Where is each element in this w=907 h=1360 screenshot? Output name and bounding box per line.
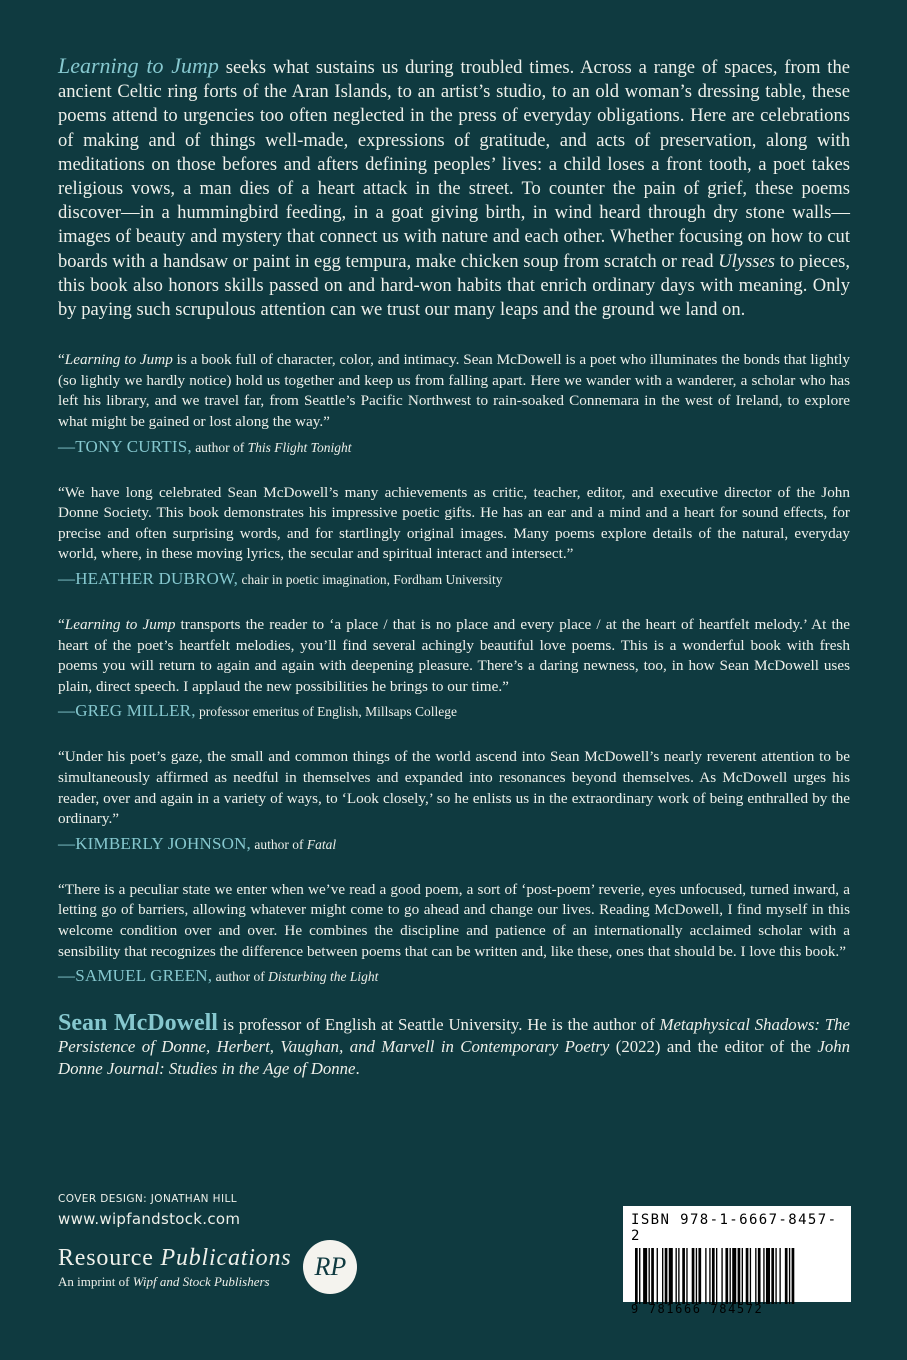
endorsement-attribution: —SAMUEL GREEN, author of Disturbing the Light (58, 966, 379, 986)
endorsement-quote: “Learning to Jump is a book full of character, color, and intimacy. Sean McDowell is a poet who illuminates the bonds that lightly (so lightly we hardly notice) hold us together and keep us from falling apart. Here we wander with a wanderer, a scholar who has left his library, and we travel far, from Seattle’s Pacific Northwest to rain-soaked Connemara in the west of Ireland, to explore what might be gained or lost along the way.” (58, 351, 851, 431)
back-cover-content (58, 54, 850, 1080)
barcode-bar (785, 1248, 788, 1304)
barcode-bars (631, 1248, 843, 1304)
barcode-bar (676, 1248, 677, 1304)
barcode-bar (709, 1248, 710, 1304)
barcode-bar (662, 1248, 663, 1304)
barcode-bar (651, 1248, 654, 1304)
barcode-bar (792, 1248, 795, 1304)
endorsement-quote: “Under his poet’s gaze, the small and common things of the world ascend into Sean McDowell’s nearly reverent attention to be simultaneously affirmed as needful in themselves and expanded into resonances beyond themselves. As McDowell urges his reader, over and again in a variety of ways, to ‘Look closely,’ so he enlists us in the extraordinary work of being enthralled by the ordinary.” (58, 748, 850, 828)
imprint-line: An imprint of Wipf and Stock Publishers (58, 1273, 270, 1289)
barcode-bar (730, 1248, 731, 1304)
barcode-bar (738, 1248, 741, 1304)
barcode-bar (712, 1248, 715, 1304)
barcode-bar (755, 1248, 756, 1304)
publisher-logo-icon: RP (303, 1240, 357, 1294)
barcode-bar (789, 1248, 790, 1304)
barcode-bar (779, 1248, 780, 1304)
publisher-name: Resource Publications (58, 1244, 292, 1271)
endorsement-quote: “There is a peculiar state we enter when we’ve read a good poem, a sort of ‘post-poem’ reverie, eyes unfocused, turned inward, a letting go of barriers, allowing whatever might come to go ahead and change our lives. Reading McDowell, I find myself in this welcome condition over and over. He combines the discipline and patience of an internationally acclaimed scholar with a sensibility that recognizes the difference between poems that can be written and, like these, ones that should be. I love this book.” (58, 880, 850, 960)
barcode-bar (698, 1248, 701, 1304)
isbn-label: ISBN 978-1-6667-8457-2 (631, 1212, 838, 1244)
barcode-bar (763, 1248, 764, 1304)
barcode-bar (635, 1248, 638, 1304)
barcode-bar (665, 1248, 668, 1304)
barcode-bar (657, 1248, 658, 1304)
endorsement-quote: “We have long celebrated Sean McDowell’s many achievements as critic, teacher, editor, and executive director of the John Donne Society. This book demonstrates his impressive poetic gifts. He has an ear and a mind and a heart for sound effects, for precise and often surprising words, and for startlingly original images. Many poems explore details of the natural, everyday world, where, in these moving lyrics, the secular and spiritual interact and intersect.” (58, 483, 850, 563)
barcode-bar (758, 1248, 761, 1304)
barcode-bar (721, 1248, 722, 1304)
barcode-bar (682, 1248, 685, 1304)
publisher-footer (58, 1193, 357, 1294)
publisher-imprint (58, 1240, 357, 1294)
endorsement-quote: “Learning to Jump transports the reader to ‘a place / that is no place and every place / at the heart of heartfelt melody.’ At the heart of the poet’s heartfelt melodies, you’ll find several achingly beautiful love poems. This is a wonderful book with fresh poems you will return to again and again with deepening pleasure. There’s a daring newness, too, in how Sean McDowell uses plain, direct speech. I applaud the new possibilities he brings to our time.” (58, 615, 850, 695)
endorsement-attribution: —TONY CURTIS, author of This Flight Tonight (58, 436, 352, 456)
barcode-bar (649, 1248, 650, 1304)
cover-design-credit: COVER DESIGN: JONATHAN HILL (58, 1193, 237, 1205)
barcode-bar (750, 1248, 751, 1304)
author-bio: Sean McDowell is professor of English at Seattle University. He is the author of Metaphysical Shadows: The Persistence of Donne, Herbert, Vaughan, and Marvell in Contemporary Poetry (2022) and the editor of the John Donne Journal: Studies in the Age of Donne. (58, 1010, 851, 1079)
barcode-digits: 9 781666 784572 (631, 1302, 764, 1316)
endorsement-attribution: —KIMBERLY JOHNSON, author of Fatal (58, 833, 337, 853)
barcode-bar (686, 1248, 687, 1304)
isbn-barcode (623, 1206, 851, 1316)
barcode-bar (678, 1248, 679, 1304)
barcode-bar (775, 1248, 776, 1304)
barcode-bar (696, 1248, 697, 1304)
barcode-bar (742, 1248, 743, 1304)
barcode-bar (669, 1248, 673, 1304)
barcode-bar (716, 1248, 717, 1304)
barcode-bar (643, 1248, 647, 1304)
barcode-bar (725, 1248, 728, 1304)
book-description: Learning to Jump seeks what sustains us during troubled times. Across a range of spaces, from the ancient Celtic ring forts of the Aran Islands, to an artist’s studio, to an old woman’s dressing table, these poems attend to urgencies too often neglected in the press of everyday obligations. Here are celebrations of making and of things well-made, expressions of gratitude, and acts of preservation, along with meditations on those befores and afters defining peoples’ lives: a child loses a front tooth, a poet takes religious vows, a man dies of a heart attack in the street. To counter the pain of grief, these poems discover—in a hummingbird feeding, in a goat giving birth, in wind heard through dry stone walls—images of beauty and mystery that connect us with nature and each other. Whether focusing on how to cut boards with a handsaw or paint in egg tempura, make chicken soup from scratch or read Ulysses to pieces, this book also honors skills passed on and hard-won habits that enrich ordinary days with meaning. Only by paying such scrupulous attention can we trust our many leaps and the ground we land on. (58, 53, 851, 321)
book-title: Learning to Jump (58, 53, 219, 78)
barcode-bar (746, 1248, 749, 1304)
barcode-bar (692, 1248, 695, 1304)
publisher-website: www.wipfandstock.com (58, 1210, 241, 1228)
barcode-bar (771, 1248, 774, 1304)
endorsement-attribution: —HEATHER DUBROW, chair in poetic imagination, Fordham University (58, 568, 503, 588)
endorsement-attribution: —GREG MILLER, professor emeritus of English, Millsaps College (58, 701, 457, 721)
barcode-bar (639, 1248, 640, 1304)
barcode-bar (732, 1248, 736, 1304)
barcode-bar (766, 1248, 770, 1304)
barcode-bar (705, 1248, 706, 1304)
author-name: Sean McDowell (58, 1010, 218, 1037)
